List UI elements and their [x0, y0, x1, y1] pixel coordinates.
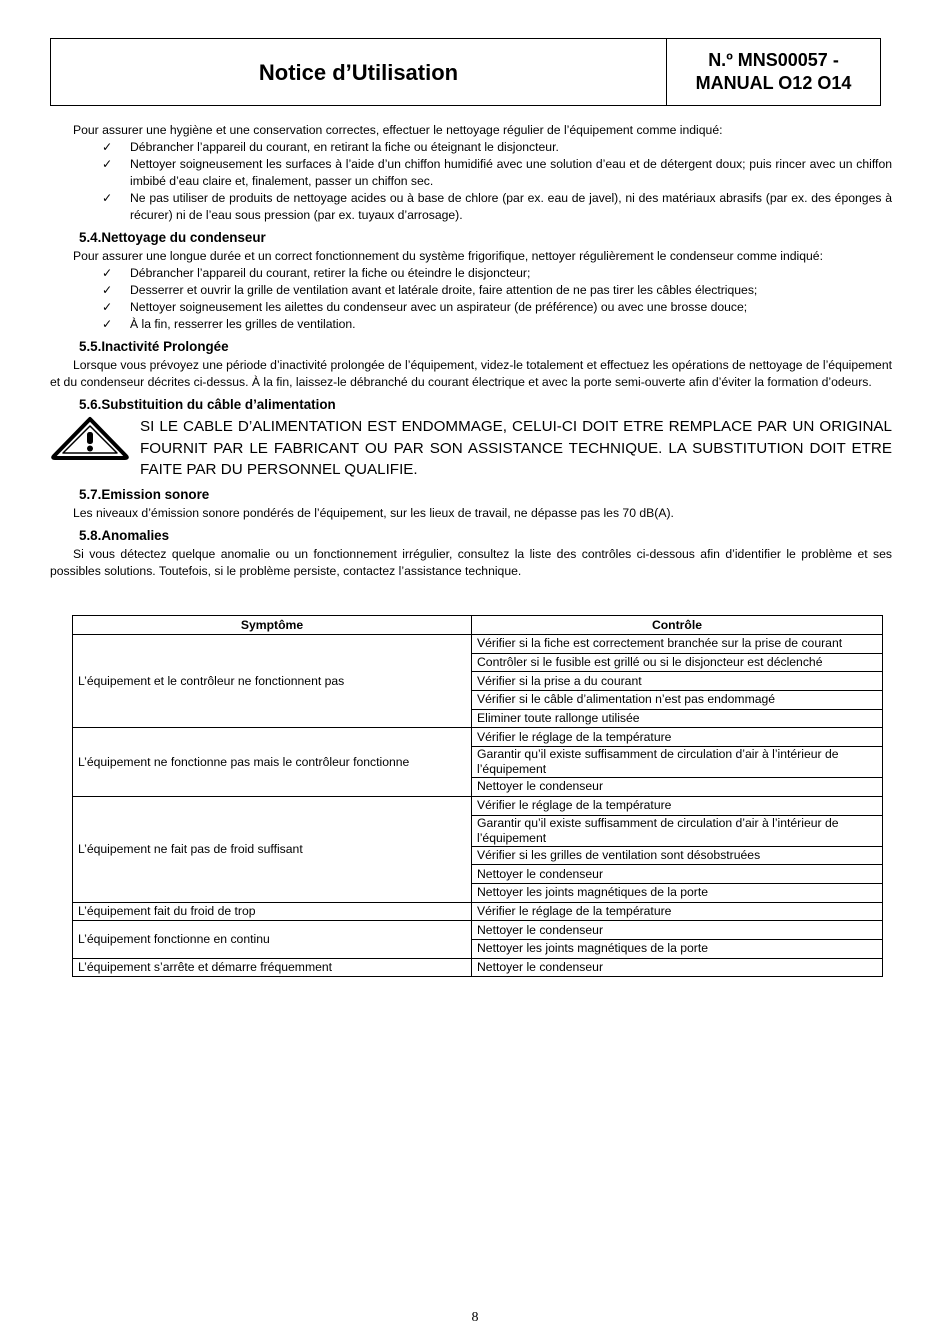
control-cell: Nettoyer le condenseur [472, 958, 883, 977]
table-row [73, 902, 883, 921]
table-row [73, 635, 883, 654]
control-cell: Contrôler si le fusible est grillé ou si le disjoncteur est déclenché [472, 653, 883, 672]
cleaning-list [50, 139, 892, 224]
table-row [73, 796, 883, 815]
document-reference [667, 39, 880, 105]
column-header-symptom: Symptôme [73, 616, 472, 635]
control-cell: Garantir qu’il existe suffisamment de circulation d’air à l’intérieur de l’équipement [472, 815, 883, 846]
symptom-cell: L’équipement ne fonctionne pas mais le contrôleur fonctionne [73, 728, 472, 796]
warning-icon [50, 416, 130, 460]
control-cell: Nettoyer le condenseur [472, 921, 883, 940]
section-5-7-text: Les niveaux d’émission sonore pondérés de l’équipement, sur les lieux de travail, ne dépasse pas les 70 dB(A). [73, 505, 674, 520]
control-cell: Vérifier si le câble d’alimentation n’est pas endommagé [472, 691, 883, 710]
section-heading-5-7: 5.7.Emission sonore [79, 486, 210, 502]
cleaning-intro: Pour assurer une hygiène et une conservation correctes, effectuer le nettoyage régulier de l’équipement comme indiqué: [73, 123, 723, 137]
reference-line-2: MANUAL O12 O14 [695, 73, 852, 93]
symptom-cell: L’équipement fonctionne en continu [73, 921, 472, 958]
section-heading-5-8: 5.8.Anomalies [79, 527, 170, 543]
symptom-cell: L’équipement ne fait pas de froid suffisant [73, 796, 472, 902]
control-cell: Nettoyer les joints magnétiques de la porte [472, 883, 883, 902]
section-heading-5-5: 5.5.Inactivité Prolongée [79, 339, 229, 354]
document-title: Notice d’Utilisation [51, 39, 667, 105]
control-cell: Vérifier le réglage de la température [472, 728, 883, 747]
control-cell: Nettoyer le condenseur [472, 865, 883, 884]
symptom-cell: L’équipement fait du froid de trop [73, 902, 472, 921]
control-cell: Vérifier si la prise a du courant [472, 672, 883, 691]
page-content [50, 122, 892, 580]
section-5-5-text: Lorsque vous prévoyez une période d’inactivité prolongée de l’équipement, videz-le totalement et effectuez les opérations de nettoyage de l’équipement et du condenseur décrites ci-dessus. À la fin, laissez-le débranché du courant électrique et avec la porte semi-ouverte afin d’éviter la formation d’odeurs. [50, 358, 892, 389]
warning-block [50, 416, 892, 481]
table-row [73, 728, 883, 747]
check-icon: ✓ [102, 317, 113, 331]
list-item: ✓ À la fin, resserrer les grilles de ventilation. [102, 317, 356, 331]
reference-line-1: N.º MNS00057 - [708, 50, 839, 70]
list-item: ✓ Nettoyer soigneusement les ailettes du condenseur avec un aspirateur (de préférence) ou avec une brosse douce; [102, 300, 748, 314]
check-icon: ✓ [102, 140, 113, 154]
control-cell: Vérifier si la fiche est correctement branchée sur la prise de courant [472, 635, 883, 654]
table-row [73, 921, 883, 940]
symptom-cell: L’équipement et le contrôleur ne fonctionnent pas [73, 635, 472, 728]
check-icon: ✓ [102, 191, 113, 205]
list-item: ✓ Nettoyer soigneusement les surfaces à l’aide d’un chiffon humidifié avec une solution d’eau et de détergent doux; puis rincer avec un chiffon imbibé d’eau claire et, finalement, passer un chiffon sec. [102, 157, 892, 188]
page-header [50, 38, 881, 106]
warning-text: SI LE CABLE D’ALIMENTATION EST ENDOMMAGE, CELUI-CI DOIT ETRE REMPLACE PAR UN ORIGINAL FOURNIT PAR LE FABRICANT OU PAR SON ASSISTANCE TECHNIQUE. LA SUBSTITUTION DOIT ETRE FAITE PAR DU PERSONNEL QUALIFIE. [140, 418, 892, 478]
table-header-row [73, 616, 883, 635]
anomalies-table-body [73, 635, 883, 977]
check-icon: ✓ [102, 300, 113, 314]
section-heading-5-4: 5.4.Nettoyage du condenseur [79, 230, 266, 245]
control-cell: Garantir qu’il existe suffisamment de circulation d’air à l’intérieur de l’équipement [472, 747, 883, 778]
section-5-8-text: Si vous détectez quelque anomalie ou un fonctionnement irrégulier, consultez la liste des contrôles ci-dessous afin d’identifier le problème et ses possibles solutions. Toutefois, si le problème persiste, contactez l’assistance technique. [50, 546, 892, 578]
list-item: ✓ Débrancher l’appareil du courant, retirer la fiche ou éteindre le disjoncteur; [102, 266, 531, 280]
control-cell: Vérifier le réglage de la température [472, 902, 883, 921]
list-item: ✓ Ne pas utiliser de produits de nettoyage acides ou à base de chlore (par ex. eau de javel), ni des matériaux abrasifs (par ex. des éponges à récurer) ni de l’eau sous pression (par ex. tuyaux d’arrosage). [102, 191, 892, 222]
list-item: ✓ Desserrer et ouvrir la grille de ventilation avant et latérale droite, faire attention de ne pas tirer les câbles électriques; [102, 283, 758, 297]
table-row [73, 958, 883, 977]
condenser-list [50, 265, 892, 333]
control-cell: Vérifier si les grilles de ventilation sont désobstruées [472, 846, 883, 865]
list-item: ✓ Débrancher l’appareil du courant, en retirant la fiche ou éteignant le disjoncteur. [102, 140, 559, 154]
check-icon: ✓ [102, 283, 113, 297]
control-cell: Eliminer toute rallonge utilisée [472, 709, 883, 728]
check-icon: ✓ [102, 266, 113, 280]
section-heading-5-6: 5.6.Substituition du câble d’alimentation [79, 397, 336, 412]
anomalies-table [72, 615, 883, 977]
symptom-cell: L’équipement s’arrête et démarre fréquemment [73, 958, 472, 977]
section-5-4-intro: Pour assurer une longue durée et un correct fonctionnement du système frigorifique, nettoyer régulièrement le condenseur comme indiqué: [73, 249, 823, 263]
check-icon: ✓ [102, 157, 113, 171]
control-cell: Vérifier le réglage de la température [472, 796, 883, 815]
control-cell: Nettoyer les joints magnétiques de la porte [472, 939, 883, 958]
control-cell: Nettoyer le condenseur [472, 778, 883, 797]
column-header-control: Contrôle [472, 616, 883, 635]
page-number: 8 [471, 1310, 479, 1325]
